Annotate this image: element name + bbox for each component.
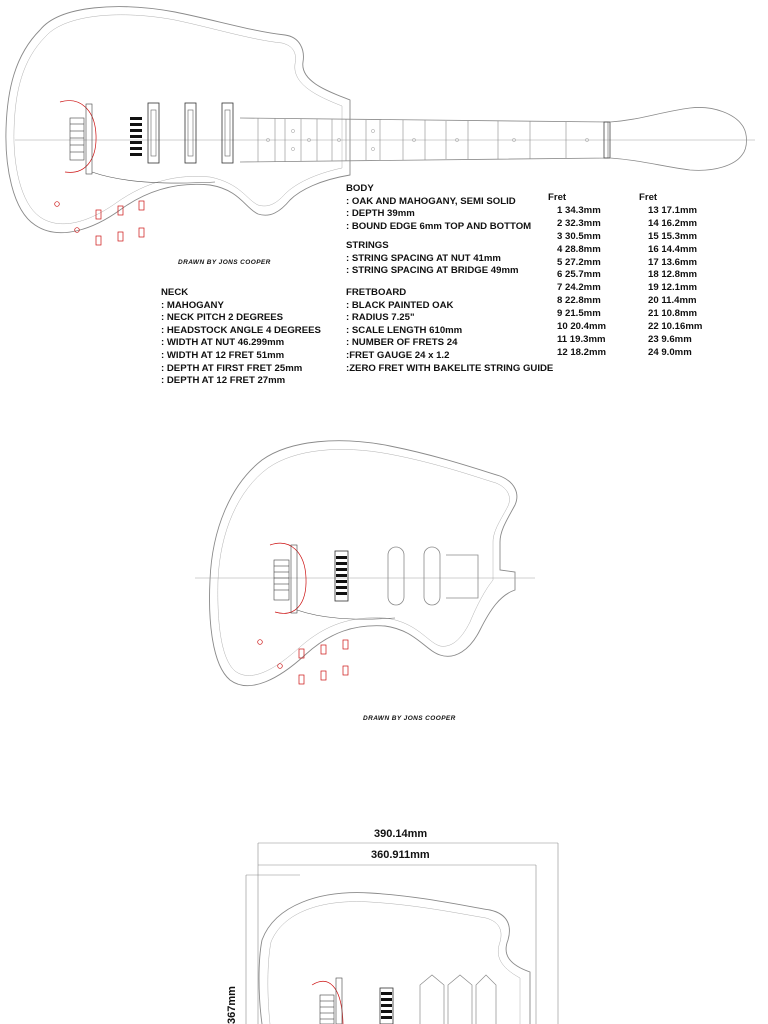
- fret-table-heading: Fret: [639, 192, 658, 203]
- fret-row: 11 19.3mm: [557, 333, 606, 345]
- fret-row: 14 16.2mm: [648, 217, 698, 229]
- fret-row: 19 12.1mm: [648, 282, 698, 294]
- neck-spec-line: : NECK PITCH 2 DEGREES: [161, 312, 284, 324]
- fret-row: 21 10.8mm: [648, 308, 698, 320]
- fretboard-spec-line: :ZERO FRET WITH BAKELITE STRING GUIDE: [346, 362, 554, 374]
- fret-table-2: [639, 192, 702, 360]
- neck-spec-line: : HEADSTOCK ANGLE 4 DEGREES: [161, 324, 321, 336]
- neck-spec-line: : MAHOGANY: [161, 299, 224, 311]
- neck-heading: NECK: [161, 287, 189, 298]
- height-dimension: 367mm: [226, 986, 238, 1024]
- fretboard-spec: [346, 287, 553, 375]
- fretboard-spec-line: : SCALE LENGTH 610mm: [346, 324, 463, 336]
- fret-row: 17 13.6mm: [648, 256, 698, 268]
- drawn-by-credit: DRAWN BY JONS COOPER: [178, 259, 271, 266]
- neck-spec-line: : DEPTH AT FIRST FRET 25mm: [161, 362, 303, 374]
- fret-row: 15 15.3mm: [648, 230, 698, 242]
- fret-row: 4 28.8mm: [557, 243, 601, 255]
- fret-row: 22 10.16mm: [648, 321, 703, 333]
- fret-row: 13 17.1mm: [648, 204, 698, 216]
- fret-row: 6 25.7mm: [557, 269, 601, 281]
- fret-row: 23 9.6mm: [648, 333, 692, 345]
- overall-width-dimension: 390.14mm: [374, 828, 428, 840]
- fret-row: 12 18.2mm: [557, 346, 607, 358]
- strings-spec: [346, 240, 519, 278]
- fret-row: 5 27.2mm: [557, 256, 601, 268]
- fret-row: 16 14.4mm: [648, 243, 698, 255]
- bridge: [130, 117, 142, 156]
- fret-row: 20 11.4mm: [648, 295, 697, 307]
- neck-spec-line: : WIDTH AT 12 FRET 51mm: [161, 349, 285, 361]
- drawn-by-credit-2: DRAWN BY JONS COOPER: [363, 715, 456, 722]
- fret-row: 7 24.2mm: [557, 282, 601, 294]
- body-spec-line: : DEPTH 39mm: [346, 208, 415, 220]
- fret-row: 3 30.5mm: [557, 230, 601, 242]
- fretboard-spec-line: : RADIUS 7.25": [346, 312, 415, 324]
- headstock-outline: [610, 107, 747, 170]
- neck-spec: [161, 287, 321, 388]
- fretboard-heading: FRETBOARD: [346, 287, 407, 298]
- fret-row: 18 12.8mm: [648, 269, 698, 281]
- body-spec-line: : BOUND EDGE 6mm TOP AND BOTTOM: [346, 220, 532, 232]
- fret-row: 2 32.3mm: [557, 217, 601, 229]
- body-binding: [14, 15, 342, 224]
- dimensioned-body-drawing: [246, 843, 558, 1024]
- body-spec: [346, 183, 531, 233]
- fretboard-spec-line: : NUMBER OF FRETS 24: [346, 337, 458, 349]
- fret-row: 9 21.5mm: [557, 308, 601, 320]
- strings-spec-line: : STRING SPACING AT NUT 41mm: [346, 252, 501, 264]
- fretboard-spec-line: : BLACK PAINTED OAK: [346, 299, 454, 311]
- fretboard-spec-line: :FRET GAUGE 24 x 1.2: [346, 349, 450, 361]
- body-only-drawing: [195, 441, 535, 686]
- body-outline: [6, 7, 350, 233]
- strings-spec-line: : STRING SPACING AT BRIDGE 49mm: [346, 265, 519, 277]
- body-spec-line: : OAK AND MAHOGANY, SEMI SOLID: [346, 195, 516, 207]
- fret-row: 8 22.8mm: [557, 295, 601, 307]
- pickups: [148, 103, 233, 163]
- fret-row: 24 9.0mm: [648, 346, 692, 358]
- neck-spec-line: : WIDTH AT NUT 46.299mm: [161, 337, 285, 349]
- fret-table-heading: Fret: [548, 192, 567, 203]
- body-width-dimension: 360.911mm: [371, 849, 430, 861]
- strings-heading: STRINGS: [346, 240, 389, 251]
- fret-row: 10 20.4mm: [557, 321, 607, 333]
- fret-table-1: [548, 192, 606, 360]
- fret-row: 1 34.3mm: [557, 204, 601, 216]
- neck-spec-line: : DEPTH AT 12 FRET 27mm: [161, 375, 286, 387]
- body-heading: BODY: [346, 183, 374, 194]
